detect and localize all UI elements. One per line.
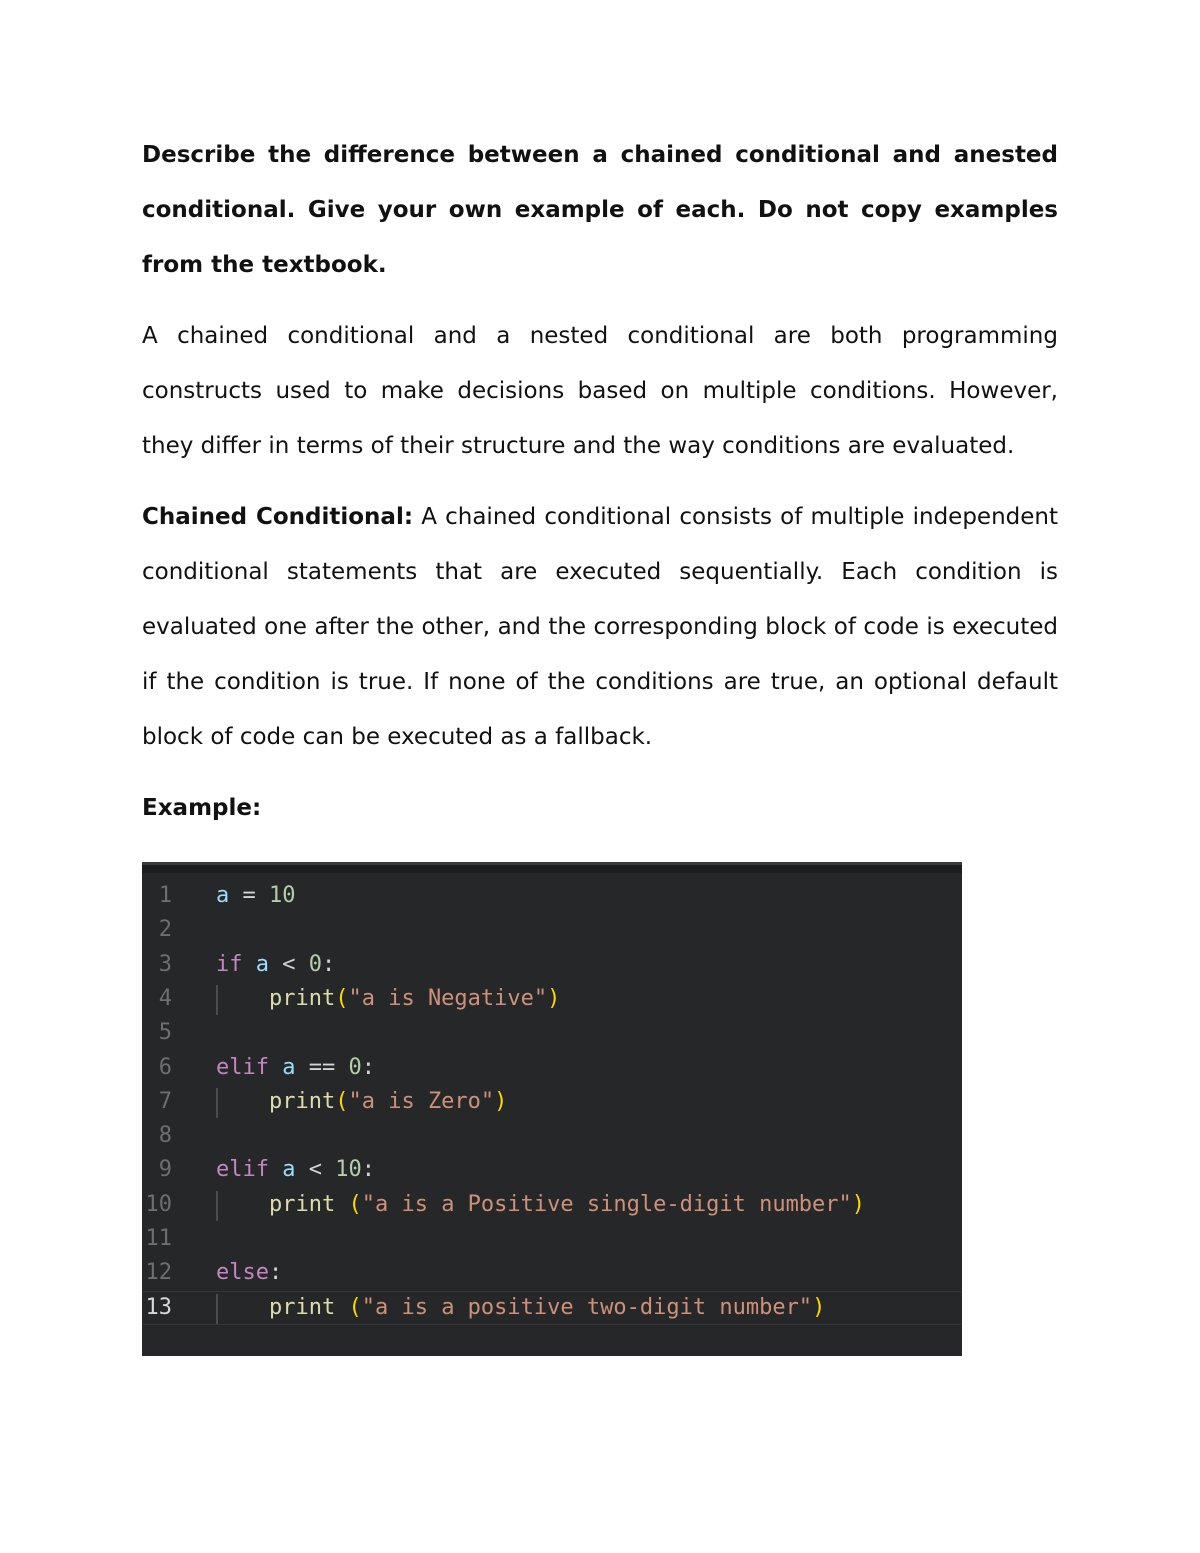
code-token: 10 bbox=[269, 883, 296, 908]
code-line bbox=[142, 1222, 962, 1256]
chained-conditional-paragraph bbox=[142, 490, 1058, 765]
code-line bbox=[142, 982, 962, 1016]
code-token: 0 bbox=[348, 1054, 362, 1080]
code-line bbox=[142, 1085, 962, 1119]
code-token: 10 bbox=[335, 1157, 362, 1183]
code-token: if bbox=[216, 951, 243, 977]
code-token bbox=[269, 1157, 282, 1182]
code-token: : bbox=[361, 1157, 375, 1183]
code-token: : bbox=[322, 951, 336, 977]
line-number: 3 bbox=[158, 951, 172, 977]
line-number: 5 bbox=[158, 1020, 172, 1046]
code-text bbox=[216, 1051, 375, 1085]
code-token bbox=[335, 1192, 348, 1217]
code-token bbox=[335, 1295, 348, 1320]
code-line bbox=[142, 1051, 962, 1085]
line-number: 8 bbox=[158, 1123, 172, 1149]
code-token: print bbox=[268, 1191, 336, 1217]
code-token: a bbox=[216, 883, 230, 908]
line-number: 9 bbox=[158, 1157, 172, 1183]
code-token bbox=[269, 1055, 282, 1080]
code-line bbox=[142, 1188, 962, 1222]
code-token: 0 bbox=[308, 951, 322, 977]
code-text bbox=[216, 1153, 375, 1187]
code-token: "a is Zero" bbox=[348, 1088, 495, 1114]
code-line bbox=[142, 1153, 962, 1187]
code-token: < bbox=[295, 1157, 336, 1183]
code-token: a bbox=[282, 1157, 296, 1183]
code-text bbox=[216, 948, 335, 982]
line-number: 6 bbox=[158, 1054, 172, 1080]
code-token: ) bbox=[812, 1294, 826, 1320]
question-text: Describe the difference between a chained conditional and anested conditional. Give your own example of each. Do not copy examples from the textbook. bbox=[142, 142, 1058, 278]
code-token bbox=[243, 952, 256, 977]
code-token: = bbox=[229, 883, 269, 908]
intro-paragraph: A chained conditional and a nested conditional are both programming constructs used to make decisions based on multiple conditions. However, they differ in terms of their structure and the way conditions are evaluated. bbox=[142, 323, 1058, 459]
code-text bbox=[216, 1085, 507, 1119]
code-token: : bbox=[268, 1260, 283, 1286]
code-token: a bbox=[255, 951, 269, 977]
code-screenshot bbox=[142, 862, 962, 1356]
code-token: ( bbox=[348, 1294, 362, 1320]
line-number: 10 bbox=[145, 1191, 172, 1217]
code-editor-topbar bbox=[142, 865, 962, 873]
code-text bbox=[216, 1291, 825, 1325]
line-number: 11 bbox=[145, 1226, 172, 1251]
chained-conditional-text: A chained conditional consists of multiple independent conditional statements that are executed sequentially. Each condition is evaluated one after the other, and the corresponding block of code is executed if the condition is true. If none of the conditions are true, an optional default block of code can be executed as a fallback. bbox=[142, 504, 1058, 750]
code-line bbox=[142, 1256, 962, 1290]
code-line bbox=[142, 913, 962, 947]
code-text bbox=[216, 982, 560, 1016]
code-token: ( bbox=[335, 985, 349, 1011]
code-token: else bbox=[216, 1260, 269, 1286]
code-text bbox=[216, 1188, 865, 1222]
code-line bbox=[142, 879, 962, 913]
code-token bbox=[216, 986, 269, 1011]
code-token: < bbox=[269, 951, 309, 977]
code-token: "a is Negative" bbox=[348, 985, 548, 1011]
code-token: elif bbox=[216, 1054, 269, 1080]
code-token: "a is a positive two-digit number" bbox=[361, 1294, 813, 1320]
code-token: ) bbox=[494, 1088, 508, 1114]
code-line bbox=[142, 948, 962, 982]
code-token bbox=[216, 1295, 269, 1320]
code-token: ) bbox=[851, 1191, 866, 1217]
code-token bbox=[216, 1192, 269, 1217]
code-token bbox=[216, 1089, 269, 1114]
code-line bbox=[142, 1016, 962, 1050]
code-line bbox=[142, 1291, 962, 1325]
code-token: print bbox=[268, 1294, 336, 1320]
code-text bbox=[216, 879, 296, 913]
code-token: ) bbox=[547, 985, 561, 1011]
code-token: ( bbox=[335, 1088, 349, 1114]
chained-conditional-heading: Chained Conditional: bbox=[142, 504, 414, 530]
code-token: print bbox=[268, 985, 336, 1011]
code-token: print bbox=[268, 1088, 336, 1114]
code-token: a bbox=[282, 1054, 296, 1080]
code-token: "a is a Positive single-digit number" bbox=[361, 1191, 852, 1217]
line-number: 4 bbox=[158, 985, 172, 1011]
line-number: 2 bbox=[158, 917, 172, 943]
code-token: elif bbox=[216, 1157, 269, 1183]
code-token: ( bbox=[348, 1191, 362, 1217]
code-line bbox=[142, 1119, 962, 1153]
code-token: : bbox=[361, 1054, 375, 1080]
document-page bbox=[142, 128, 1058, 1356]
example-label: Example: bbox=[142, 795, 262, 821]
code-text bbox=[216, 1256, 282, 1290]
line-number: 7 bbox=[158, 1088, 172, 1114]
code-token: == bbox=[295, 1054, 349, 1080]
line-number: 13 bbox=[145, 1294, 172, 1320]
line-number: 1 bbox=[158, 883, 172, 908]
line-number: 12 bbox=[145, 1260, 172, 1286]
